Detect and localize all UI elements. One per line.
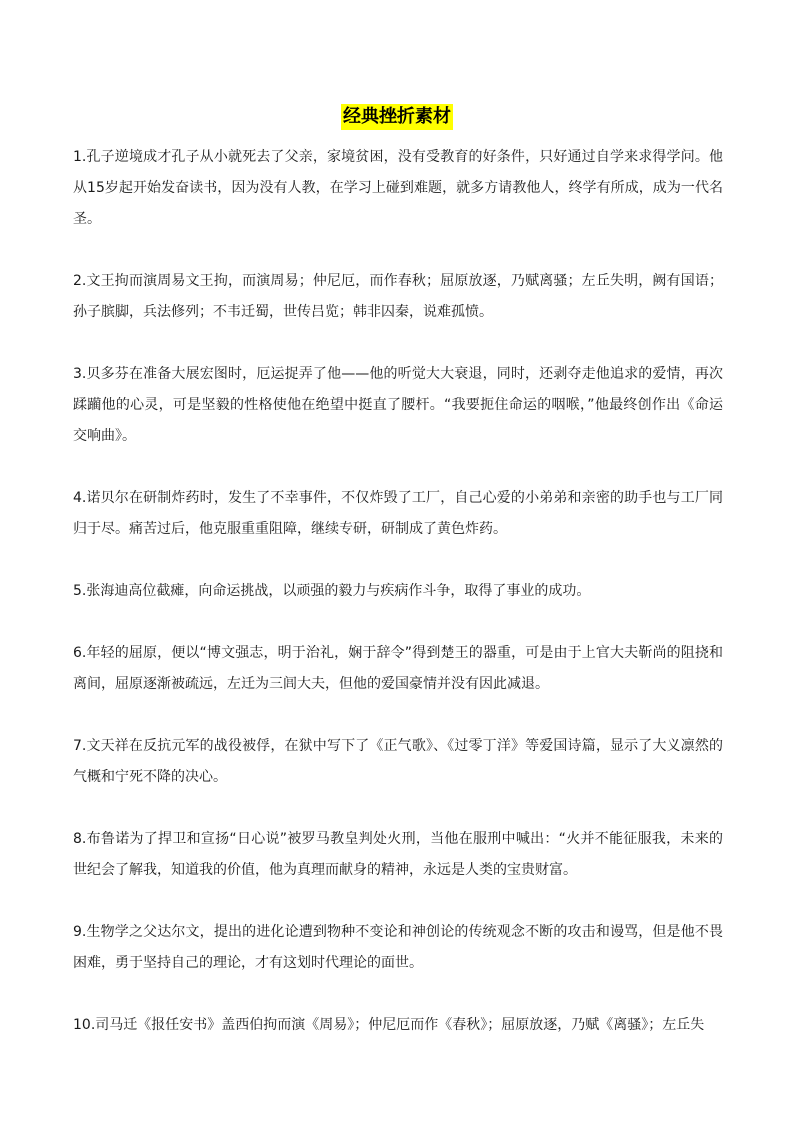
paragraph-8: 8.布鲁诺为了捍卫和宣扬“日心说”被罗马教皇判处火刑，当他在服刑中喊出：“火并不能征服我，未来的世纪会了解我，知道我的价值，他为真理而献身的精神，永远是人类的宝贵财富。 [73,831,723,878]
paragraph-6: 6.年轻的屈原，便以“博文强志，明于治礼，娴于辞令”得到楚王的器重，可是由于上官大夫靳尚的阻挠和离间，屈原逐渐被疏远，左迁为三闾大夫，但他的爱国豪情并没有因此减退。 [73,645,723,692]
document-body [73,142,723,1072]
paragraph-7: 7.文天祥在反抗元军的战役被俘，在狱中写下了《正气歌》、《过零丁洋》等爱国诗篇，显示了大义凛然的气概和宁死不降的决心。 [73,738,723,785]
paragraph-5: 5.张海迪高位截瘫，向命运挑战，以顽强的毅力与疾病作斗争，取得了事业的成功。 [73,583,591,599]
paragraph-4: 4.诺贝尔在研制炸药时，发生了不幸事件，不仅炸毁了工厂，自己心爱的小弟弟和亲密的助手也与工厂同归于尽。痛苦过后，他克服重重阻障，继续专研，研制成了黄色炸药。 [73,490,723,537]
paragraph-3: 3.贝多芬在准备大展宏图时，厄运捉弄了他——他的听觉大大衰退，同时，还剥夺走他追求的爱情，再次蹂躏他的心灵，可是坚毅的性格使他在绝望中挺直了腰杆。“我要扼住命运的咽喉，”他最终创作出《命运交响曲》。 [73,366,723,444]
paragraph-10: 10.司马迁《报任安书》盖西伯拘而演《周易》；仲尼厄而作《春秋》；屈原放逐，乃赋《离骚》；左丘失 [73,1017,705,1033]
paragraph-2: 2.文王拘而演周易文王拘，而演周易；仲尼厄，而作春秋；屈原放逐，乃赋离骚；左丘失明，阙有国语；孙子膑脚，兵法修列；不韦迁蜀，世传吕览；韩非囚秦，说难孤愤。 [73,273,723,320]
paragraph-1: 1.孔子逆境成才孔子从小就死去了父亲，家境贫困，没有受教育的好条件，只好通过自学来求得学问。他从15岁起开始发奋读书，因为没有人教，在学习上碰到难题，就多方请教他人，终学有所成，成为一代名圣。 [73,149,723,227]
title-container [0,104,794,130]
paragraph-9: 9.生物学之父达尔文，提出的进化论遭到物种不变论和神创论的传统观念不断的攻击和谩骂，但是他不畏困难，勇于坚持自己的理论，才有这划时代理论的面世。 [73,924,723,971]
document-title: 经典挫折素材 [341,104,453,130]
